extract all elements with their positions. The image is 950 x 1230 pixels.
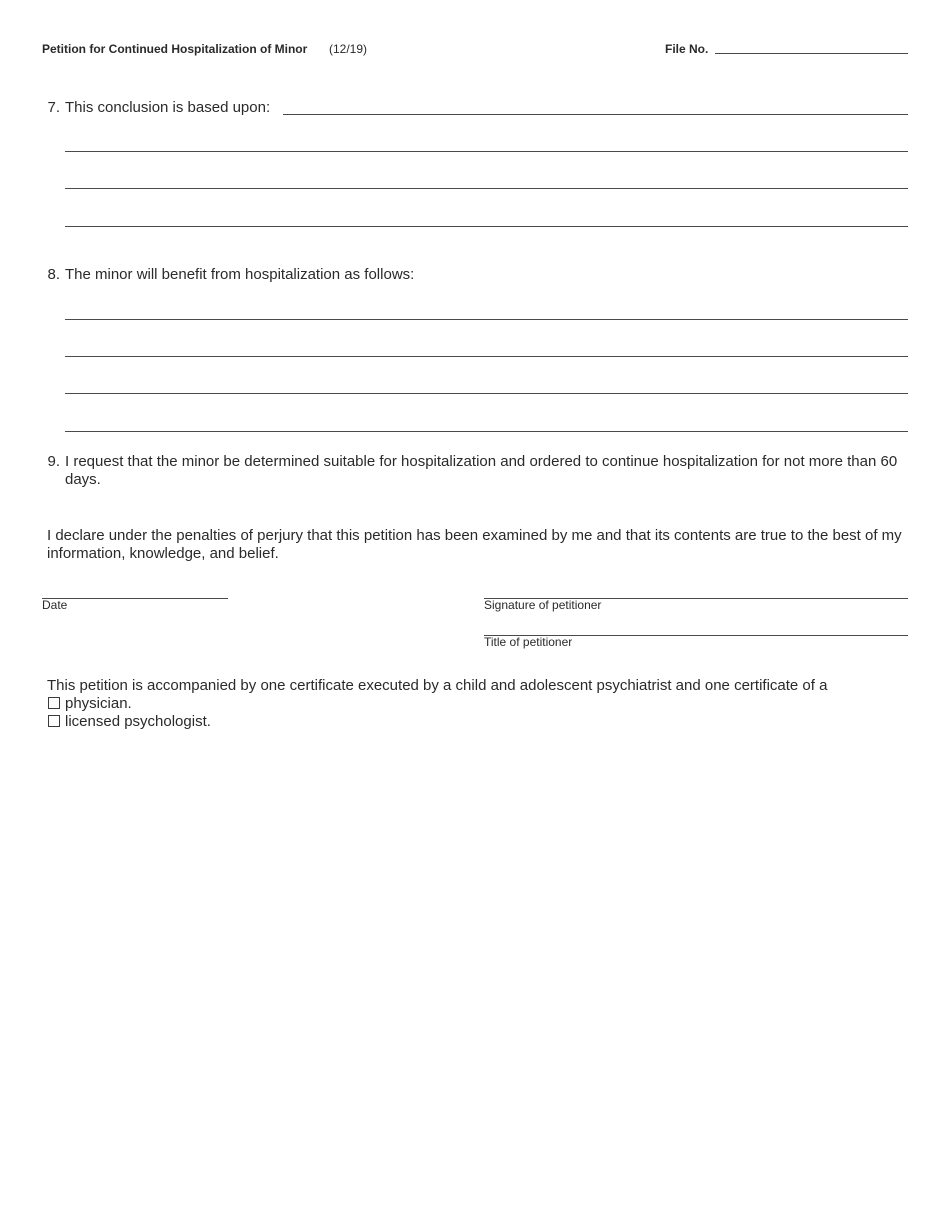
item-8-answer-line-4[interactable] [65, 431, 908, 432]
psychologist-checkbox[interactable] [48, 715, 60, 727]
date-field[interactable] [42, 598, 228, 599]
form-title: Petition for Continued Hospitalization of Minor [42, 42, 308, 56]
item-7-number: 7. [47, 99, 60, 116]
physician-checkbox[interactable] [48, 697, 60, 709]
item-9-number: 9. [47, 453, 60, 470]
certificate-intro: This petition is accompanied by one certificate executed by a child and adolescent psychiatrist and one certificate of a [47, 677, 828, 694]
item-8-text: The minor will benefit from hospitalization as follows: [65, 266, 415, 283]
item-7-answer-line-3[interactable] [65, 188, 908, 189]
item-9-text: I request that the minor be determined suitable for hospitalization and ordered to continue hospitalization for not more than 60 days. [65, 453, 898, 488]
item-8-answer-line-1[interactable] [65, 319, 908, 320]
physician-option-label: physician. [65, 695, 132, 712]
perjury-declaration: I declare under the penalties of perjury that this petition has been examined by me and that its contents are true to the best of my information, knowledge, and belief. [47, 527, 902, 562]
item-7-answer-line-2[interactable] [65, 151, 908, 152]
file-no-field[interactable] [715, 53, 908, 54]
date-label: Date [42, 598, 68, 612]
item-8-number: 8. [47, 266, 60, 283]
file-no-label: File No. [665, 42, 709, 56]
psychologist-option-label: licensed psychologist. [65, 713, 211, 730]
item-8-answer-line-3[interactable] [65, 393, 908, 394]
item-7-answer-line-1[interactable] [283, 114, 908, 115]
item-7-answer-line-4[interactable] [65, 226, 908, 227]
form-revision: (12/19) [329, 42, 368, 56]
signature-label: Signature of petitioner [484, 598, 602, 612]
item-8-answer-line-2[interactable] [65, 356, 908, 357]
item-7-text: This conclusion is based upon: [65, 99, 271, 116]
title-label: Title of petitioner [484, 635, 573, 649]
